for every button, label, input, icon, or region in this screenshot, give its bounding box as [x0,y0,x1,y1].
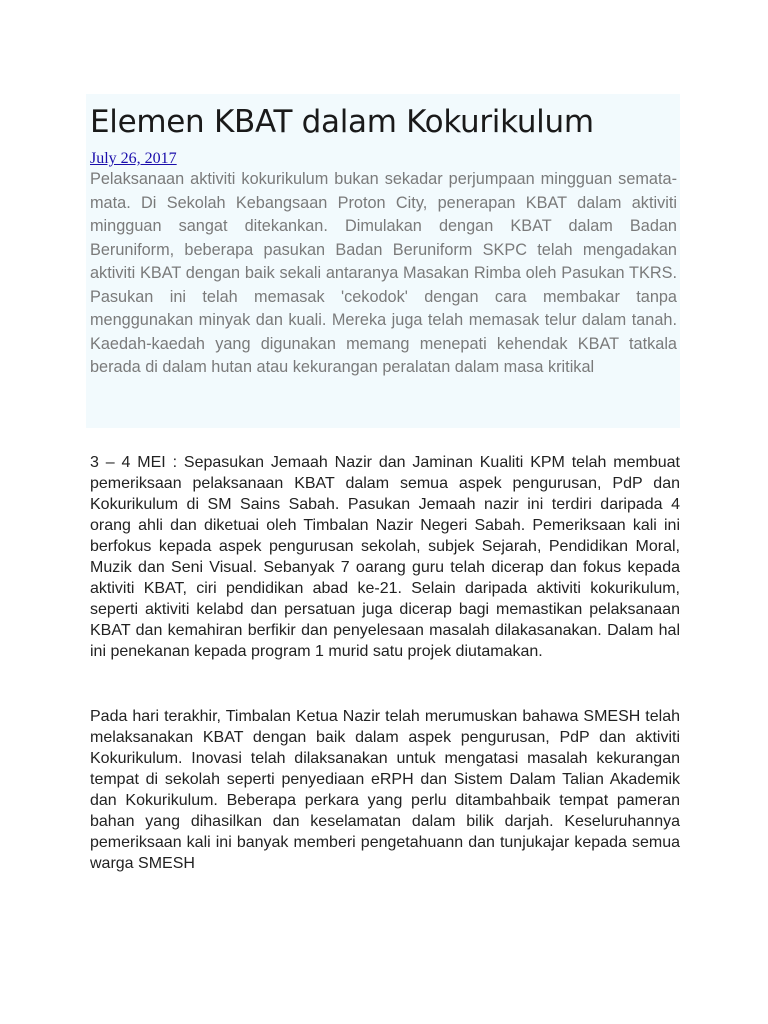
article-paragraph-1: 3 – 4 MEI : Sepasukan Jemaah Nazir dan Jaminan Kualiti KPM telah membuat pemeriksaan pelaksanaan KBAT dalam semua aspek pengurusan, PdP dan Kokurikulum di SM Sains Sabah. Pasukan Jemaah nazir ini terdiri daripada 4 orang ahli dan diketuai oleh Timbalan Nazir Negeri Sabah. Pemeriksaan kali ini berfokus kepada aspek pengurusan sekolah, subjek Sejarah, Pendidikan Moral, Muzik dan Seni Visual. Sebanyak 7 oarang guru telah dicerap dan fokus kepada aktiviti KBAT, ciri pendidikan abad ke-21. Selain daripada aktiviti kokurikulum, seperti aktiviti kelabd dan persatuan juga dicerap bagi memastikan pelaksanaan KBAT dan kemahiran berfikir dan penyelesaan masalah dilakasanakan. Dalam hal ini penekanan kepada program 1 murid satu projek diutamakan. [90,454,680,660]
post-date-link[interactable]: July 26, 2017 [90,150,177,167]
article-paragraph-2: Pada hari terakhir, Timbalan Ketua Nazir telah merumuskan bahawa SMESH telah melaksanakan KBAT dengan baik dalam aspek pengurusan, PdP dan aktiviti Kokurikulum. Inovasi telah dilaksanakan untuk mengatasi masalah kekurangan tempat di sekolah seperti penyediaan eRPH dan Sistem Dalam Talian Akademik dan Kokurikulum. Beberapa perkara yang perlu ditambahbaik tempat pameran bahan yang dihasilkan dan keselamatan dalam bilik darjah. Keseluruhannya pemeriksaan kali ini banyak memberi pengetahuann dan tunjukajar kepada semua warga SMESH [90,708,680,872]
post-title: Elemen KBAT dalam Kokurikulum [90,104,594,140]
blog-post-card [86,94,680,428]
post-excerpt: Pelaksanaan aktiviti kokurikulum bukan sekadar perjumpaan mingguan semata-mata. Di Sekolah Kebangsaan Proton City, penerapan KBAT dalam aktiviti mingguan sangat ditekankan. Dimulakan dengan KBAT dalam Badan Beruniform, beberapa pasukan Badan Beruniform SKPC telah mengadakan aktiviti KBAT dengan baik sekali antaranya Masakan Rimba oleh Pasukan TKRS. Pasukan ini telah memasak 'cekodok' dengan cara membakar tanpa menggunakan minyak dan kuali. Mereka juga telah memasak telur dalam tanah. Kaedah-kaedah yang digunakan memang menepati kehendak KBAT tatkala berada di dalam hutan atau kekurangan peralatan dalam masa kritikal [90,170,677,376]
